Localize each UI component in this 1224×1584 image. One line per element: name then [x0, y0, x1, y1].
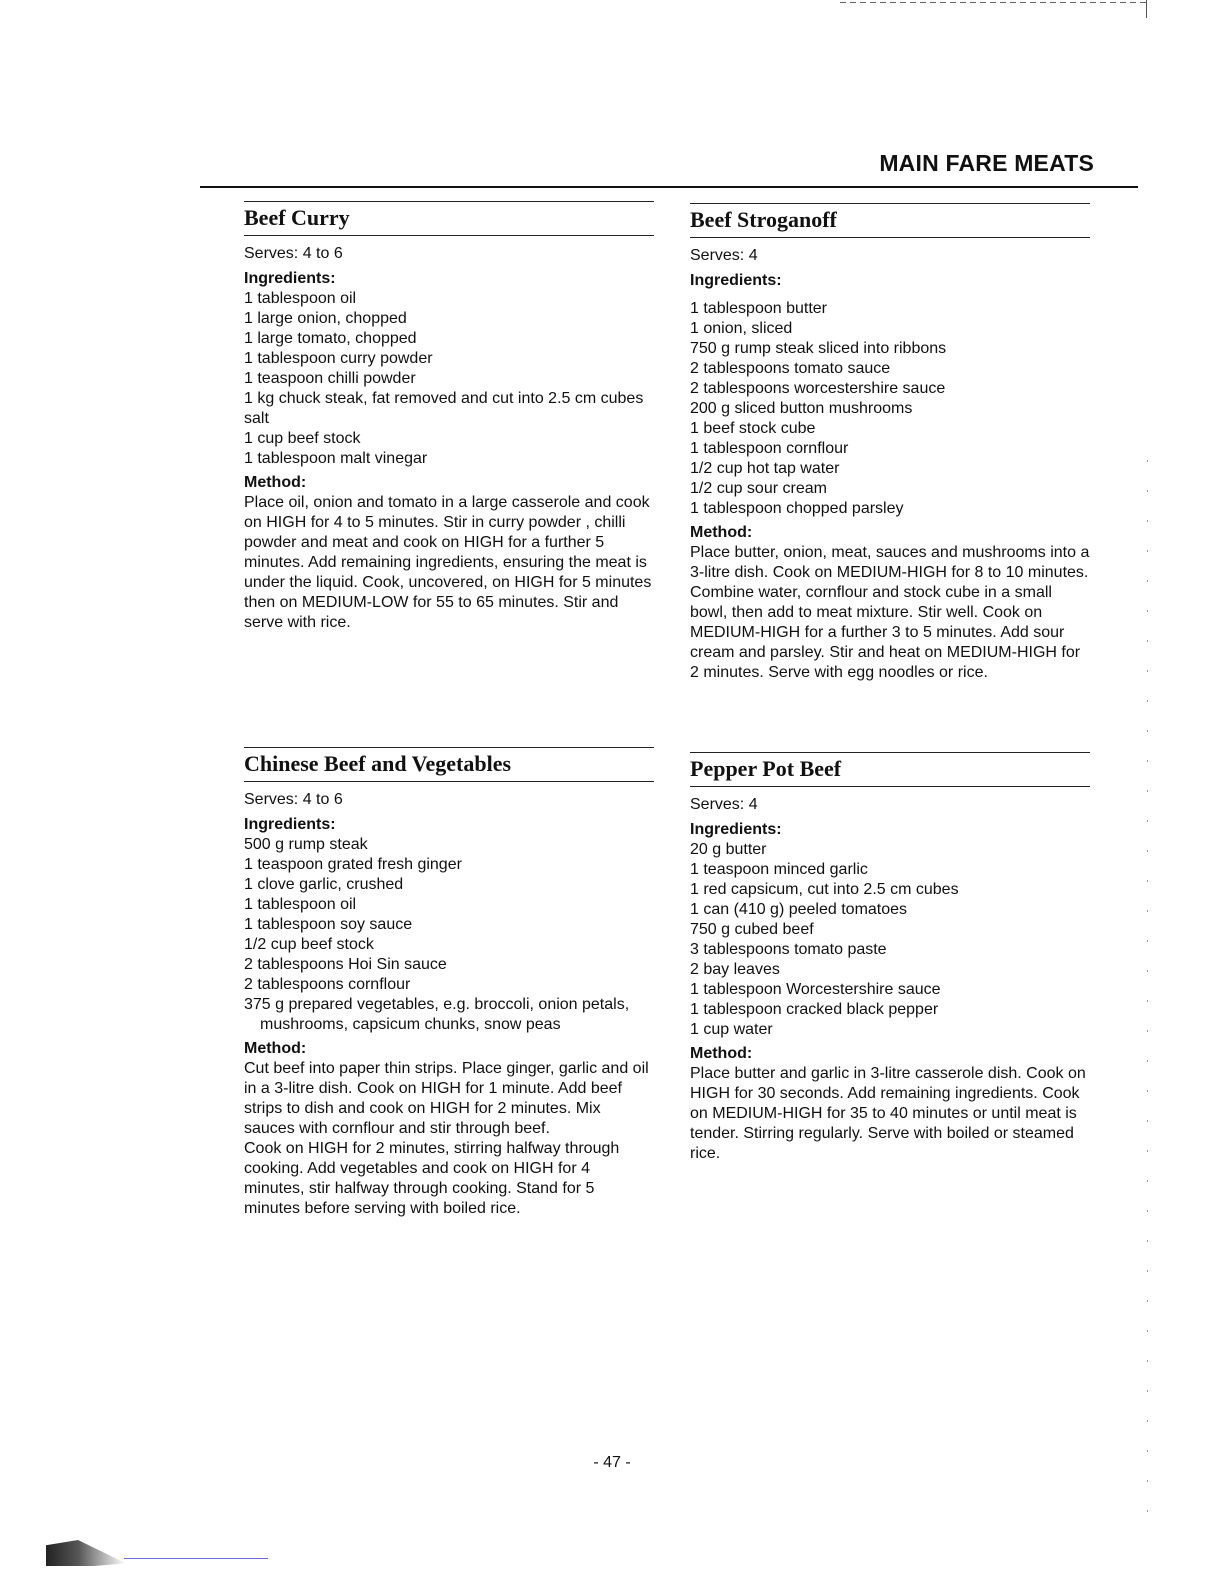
scan-top-dash	[840, 2, 1146, 3]
ingredients-label: Ingredients:	[690, 821, 782, 838]
ingredient: 1/2 cup sour cream	[690, 480, 827, 497]
ingredient: 375 g prepared vegetables, e.g. broccoli, onion petals, mushrooms, capsicum chunks, snow peas	[244, 996, 630, 1033]
method-label: Method:	[690, 1045, 753, 1062]
page-number: - 47 -	[593, 1454, 631, 1471]
ingredient: 1 tablespoon butter	[690, 300, 827, 317]
ingredient: 1 cup water	[690, 1021, 773, 1038]
ingredient: 1/2 cup hot tap water	[690, 460, 840, 477]
ingredient: 2 tablespoons worcestershire sauce	[690, 380, 946, 397]
ingredient: 2 tablespoons Hoi Sin sauce	[244, 956, 447, 973]
scan-edge-line	[1146, 0, 1147, 18]
ingredient: 500 g rump steak	[244, 836, 368, 853]
method-text: Place butter and garlic in 3-litre casserole dish. Cook on HIGH for 30 seconds. Add remaining ingredients. Cook on MEDIUM-HIGH for 35 to 40 minutes or until meat is tender. Stirring regularly. Serve with boiled or steamed rice.	[690, 1065, 1086, 1162]
ingredient: 1 tablespoon malt vinegar	[244, 450, 428, 467]
recipe-title: Chinese Beef and Vegetables	[244, 747, 654, 782]
ingredient: 1 teaspoon minced garlic	[690, 861, 868, 878]
scan-artifact	[46, 1540, 126, 1566]
ingredient: salt	[244, 410, 269, 427]
ingredient: 1 teaspoon grated fresh ginger	[244, 856, 462, 873]
ingredient: 3 tablespoons tomato paste	[690, 941, 887, 958]
ingredient: 2 tablespoons tomato sauce	[690, 360, 891, 377]
ingredient: 1 kg chuck steak, fat removed and cut into 2.5 cm cubes	[244, 390, 644, 407]
recipe-beef-curry	[244, 201, 654, 633]
ingredient: 1 tablespoon chopped parsley	[690, 500, 904, 517]
method-label: Method:	[244, 474, 307, 491]
ingredient: 2 bay leaves	[690, 961, 780, 978]
ingredient: 1 tablespoon oil	[244, 896, 357, 913]
ingredient: 1 onion, sliced	[690, 320, 793, 337]
ingredient: 1 can (410 g) peeled tomatoes	[690, 901, 908, 918]
ingredient: 1 clove garlic, crushed	[244, 876, 404, 893]
ingredient-list	[690, 299, 1090, 519]
method-label: Method:	[690, 524, 753, 541]
serves: Serves: 4	[690, 796, 758, 813]
serves: Serves: 4 to 6	[244, 791, 343, 808]
ingredient: 2 tablespoons cornflour	[244, 976, 411, 993]
ingredient: 750 g rump steak sliced into ribbons	[690, 340, 947, 357]
method-text: Cut beef into paper thin strips. Place ginger, garlic and oil in a 3-litre dish. Cook on HIGH for 1 minute. Add beef strips to dish and cook on HIGH for 2 minutes. Mix sauces with cornflour and stir through beef. Cook on HIGH for 2 minutes, stirring halfway through cooking. Add vegetables and cook on HIGH for 4 minutes, stir halfway through cooking. Stand for 5 minutes before serving with boiled rice.	[244, 1060, 649, 1217]
ingredient: 1 tablespoon soy sauce	[244, 916, 413, 933]
method-text: Place butter, onion, meat, sauces and mushrooms into a 3-litre dish. Cook on MEDIUM-HIGH for 8 to 10 minutes. Combine water, cornflour and stock cube in a small bowl, then add to meat mixture. Stir well. Cook on MEDIUM-HIGH for a further 3 to 5 minutes. Add sour cream and parsley. Stir and heat on MEDIUM-HIGH for 2 minutes. Serve with egg noodles or rice.	[690, 544, 1090, 681]
serves: Serves: 4 to 6	[244, 245, 343, 262]
ingredients-label: Ingredients:	[690, 272, 782, 289]
ingredient: 1 beef stock cube	[690, 420, 816, 437]
ingredient: 200 g sliced button mushrooms	[690, 400, 913, 417]
recipe-beef-stroganoff	[690, 203, 1090, 683]
method-label: Method:	[244, 1040, 307, 1057]
ingredient: 1 large onion, chopped	[244, 310, 407, 327]
section-title: MAIN FARE MEATS	[879, 150, 1094, 176]
ingredient: 750 g cubed beef	[690, 921, 814, 938]
recipe-chinese-beef	[244, 747, 654, 1219]
ingredient: 1 tablespoon oil	[244, 290, 357, 307]
ingredients-label: Ingredients:	[244, 270, 336, 287]
ingredient: 1 large tomato, chopped	[244, 330, 417, 347]
section-header	[200, 146, 1138, 188]
recipe-pepper-pot-beef	[690, 752, 1090, 1164]
method-text: Place oil, onion and tomato in a large casserole and cook on HIGH for 4 to 5 minutes. Stir in curry powder , chilli powder and meat and cook on HIGH for a further 5 minutes. Add remaining ingredients, ensuring the meat is under the liquid. Cook, uncovered, on HIGH for 5 minutes then on MEDIUM-LOW for 55 to 65 minutes. Stir and serve with rice.	[244, 494, 652, 631]
ingredient: 1 tablespoon Worcestershire sauce	[690, 981, 941, 998]
ingredient: 1/2 cup beef stock	[244, 936, 374, 953]
ingredient: 1 cup beef stock	[244, 430, 361, 447]
recipe-title: Beef Stroganoff	[690, 203, 1090, 238]
ingredient: 1 teaspoon chilli powder	[244, 370, 416, 387]
scan-artifact-line	[124, 1558, 268, 1559]
recipe-title: Beef Curry	[244, 201, 654, 236]
ingredient: 20 g butter	[690, 841, 767, 858]
ingredient: 1 red capsicum, cut into 2.5 cm cubes	[690, 881, 959, 898]
recipe-title: Pepper Pot Beef	[690, 752, 1090, 787]
ingredient: 1 tablespoon cracked black pepper	[690, 1001, 939, 1018]
scan-edge-dots	[1147, 460, 1148, 1540]
ingredients-label: Ingredients:	[244, 816, 336, 833]
serves: Serves: 4	[690, 247, 758, 264]
ingredient: 1 tablespoon cornflour	[690, 440, 849, 457]
ingredient: 1 tablespoon curry powder	[244, 350, 433, 367]
ingredient-list	[244, 835, 654, 1035]
ingredient-list	[244, 289, 654, 469]
spacer	[690, 291, 1090, 299]
ingredient-list	[690, 840, 1090, 1040]
